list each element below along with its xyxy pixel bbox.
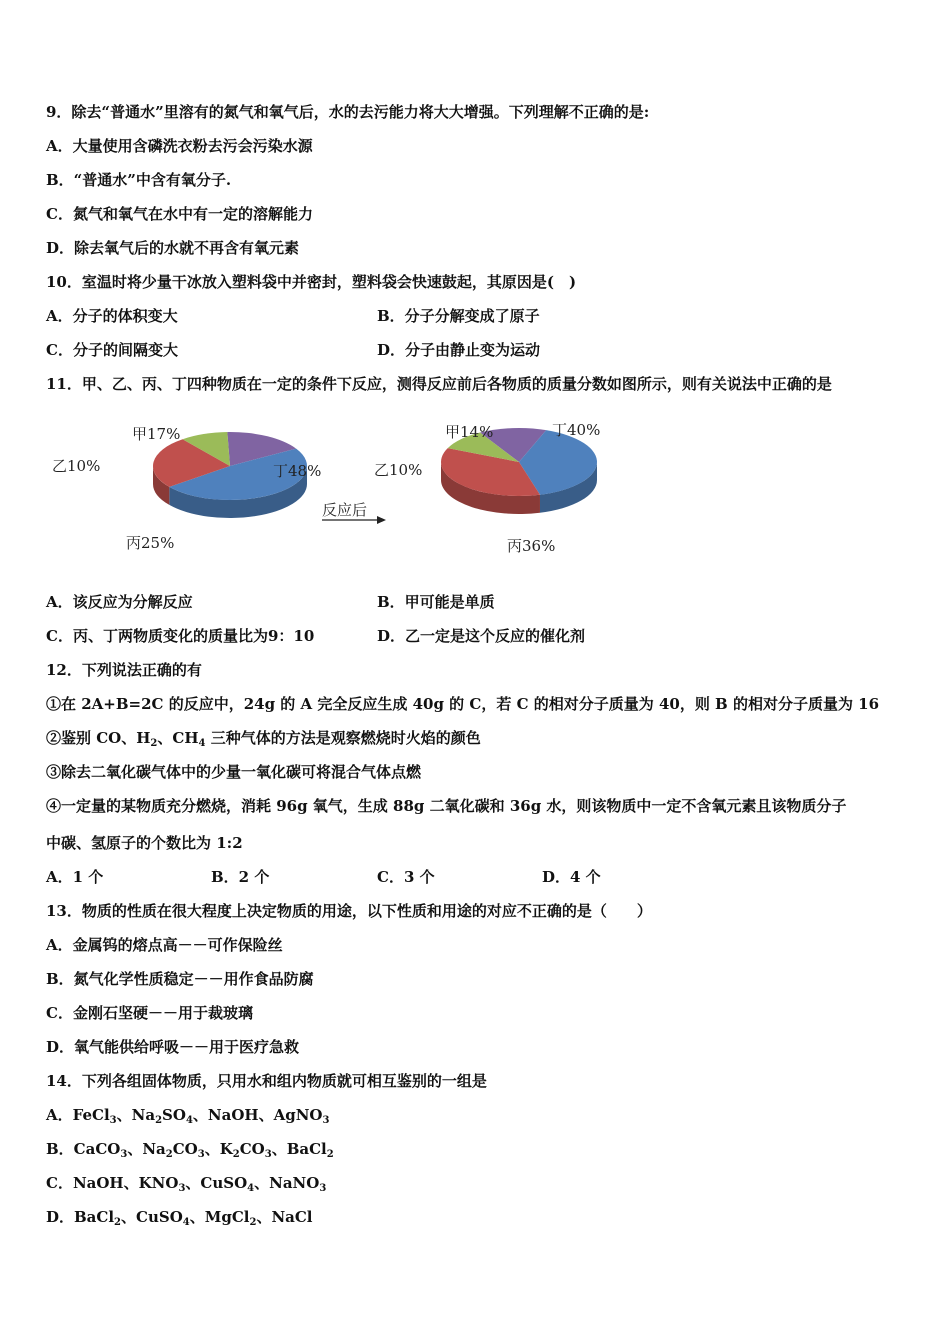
q9-option-c: C．氮气和氧气在水中有一定的溶解能力	[46, 205, 313, 223]
q13-option-c: C．金刚石坚硬－－用于裁玻璃	[46, 1004, 253, 1022]
formula-text: 、NaOH、AgNO	[192, 1106, 323, 1124]
q12-option-a: A．1 个	[46, 868, 104, 886]
after-label-jia: 甲14%	[445, 423, 494, 441]
formula-text: 、NaNO	[254, 1174, 320, 1192]
q12-s2-sub2: 4	[198, 738, 206, 749]
q9-option-a: A．大量使用含磷洗衣粉去污会污染水源	[46, 137, 313, 155]
formula-text: 、Na	[127, 1140, 166, 1158]
q12-option-c: C．3 个	[377, 868, 435, 886]
formula-subscript: 3	[322, 1115, 330, 1126]
q11-option-c: C．丙、丁两物质变化的质量比为9：10	[46, 627, 315, 645]
formula-subscript: 2	[249, 1217, 257, 1228]
formula-text: 、K	[204, 1140, 233, 1158]
q13-option-d: D．氧气能供给呼吸－－用于医疗急救	[46, 1038, 300, 1056]
after-label-ding: 丁40%	[552, 421, 601, 439]
q14-option-b	[46, 1139, 334, 1159]
formula-text: SO	[162, 1106, 186, 1124]
formula-text: 、CuSO	[121, 1208, 183, 1226]
q10-option-b: B．分子分解变成了原子	[377, 307, 540, 325]
formula-subscript: 3	[319, 1183, 327, 1194]
q12-stem: 12．下列说法正确的有	[46, 661, 202, 679]
q11-option-a: A．该反应为分解反应	[46, 593, 193, 611]
formula-text: 、NaCl	[256, 1208, 313, 1226]
formula-subscript: 4	[247, 1183, 255, 1194]
q12-s2-mid: 、CH	[157, 729, 199, 747]
q14-stem: 14．下列各组固体物质，只用水和组内物质就可相互鉴别的一组是	[46, 1072, 487, 1090]
q9-stem: 9．除去“普通水”里溶有的氮气和氧气后，水的去污能力将大大增强。下列理解不正确的是:	[46, 103, 650, 121]
q9-option-d: D．除去氧气后的水就不再含有氧元素	[46, 239, 300, 257]
formula-subscript: 2	[232, 1149, 240, 1160]
q13-stem: 13．物质的性质在很大程度上决定物质的用途，以下性质和用途的对应不正确的是（ ）	[46, 902, 652, 920]
q11-option-b: B．甲可能是单质	[377, 593, 495, 611]
formula-subscript: 2	[326, 1149, 334, 1160]
q10-option-a: A．分子的体积变大	[46, 307, 178, 325]
pie-chart-figure	[40, 410, 620, 560]
after-label-bing: 丙36%	[507, 537, 556, 555]
formula-subscript: 3	[178, 1183, 186, 1194]
formula-text: B．CaCO	[46, 1140, 121, 1158]
formula-subscript: 2	[165, 1149, 173, 1160]
q13-option-b: B．氮气化学性质稳定－－用作食品防腐	[46, 970, 314, 988]
arrow-label: 反应后	[322, 501, 368, 519]
q14-option-a	[46, 1105, 329, 1125]
formula-text: 、MgCl	[189, 1208, 250, 1226]
reaction-arrow-head	[377, 516, 386, 524]
formula-subscript: 3	[109, 1115, 117, 1126]
before-label-bing: 丙25%	[126, 534, 175, 552]
formula-text: 、Na	[116, 1106, 156, 1124]
q14-option-d	[46, 1207, 313, 1227]
q9-option-b: B．“普通水”中含有氧分子.	[46, 171, 232, 189]
q12-statement-1: ①在 2A+B=2C 的反应中，24g 的 A 完全反应生成 40g 的 C，若 C 的相对分子质量为 40，则 B 的相对分子质量为 16	[46, 695, 880, 713]
formula-subscript: 3	[264, 1149, 272, 1160]
q10-stem: 10．室温时将少量干冰放入塑料袋中并密封，塑料袋会快速鼓起，其原因是( )	[46, 273, 577, 291]
q12-statement-2	[46, 728, 481, 748]
formula-subscript: 3	[197, 1149, 205, 1160]
formula-text: D．BaCl	[46, 1208, 115, 1226]
q12-option-b: B．2 个	[211, 868, 270, 886]
q10-option-d: D．分子由静止变为运动	[377, 341, 541, 359]
before-label-jia: 甲17%	[132, 425, 181, 443]
formula-subscript: 2	[155, 1115, 163, 1126]
formula-text: CO	[239, 1140, 265, 1158]
q11-option-d: D．乙一定是这个反应的催化剂	[377, 627, 586, 645]
before-label-yi: 乙10%	[52, 457, 101, 475]
before-label-ding: 丁48%	[273, 462, 322, 480]
q10-option-c: C．分子的间隔变大	[46, 341, 178, 359]
formula-subscript: 3	[120, 1149, 128, 1160]
formula-text: C．NaOH、KNO	[46, 1174, 179, 1192]
q12-option-d: D．4 个	[542, 868, 601, 886]
q12-statement-4a: ④一定量的某物质充分燃烧，消耗 96g 氧气，生成 88g 二氧化碳和 36g 水，则该物质中一定不含氧元素且该物质分子	[46, 797, 847, 815]
q12-s2-post: 三种气体的方法是观察燃烧时火焰的颜色	[205, 729, 481, 747]
q12-s2-sub1: 2	[150, 738, 158, 749]
q11-stem: 11．甲、乙、丙、丁四种物质在一定的条件下反应，测得反应前后各物质的质量分数如图所示，则有关说法中正确的是	[46, 375, 832, 393]
formula-subscript: 4	[185, 1115, 193, 1126]
q12-s2-pre: ②鉴别 CO、H	[46, 729, 151, 747]
formula-subscript: 2	[114, 1217, 122, 1228]
formula-text: 、CuSO	[185, 1174, 248, 1192]
after-label-yi: 乙10%	[374, 461, 423, 479]
formula-text: 、BaCl	[271, 1140, 327, 1158]
formula-subscript: 4	[182, 1217, 190, 1228]
q14-option-c	[46, 1173, 326, 1193]
q13-option-a: A．金属钨的熔点高－－可作保险丝	[46, 936, 283, 954]
q12-statement-4b: 中碳、氢原子的个数比为 1:2	[46, 834, 243, 852]
q12-statement-3: ③除去二氧化碳气体中的少量一氧化碳可将混合气体点燃	[46, 763, 422, 781]
formula-text: A．FeCl	[46, 1106, 110, 1124]
formula-text: CO	[172, 1140, 198, 1158]
